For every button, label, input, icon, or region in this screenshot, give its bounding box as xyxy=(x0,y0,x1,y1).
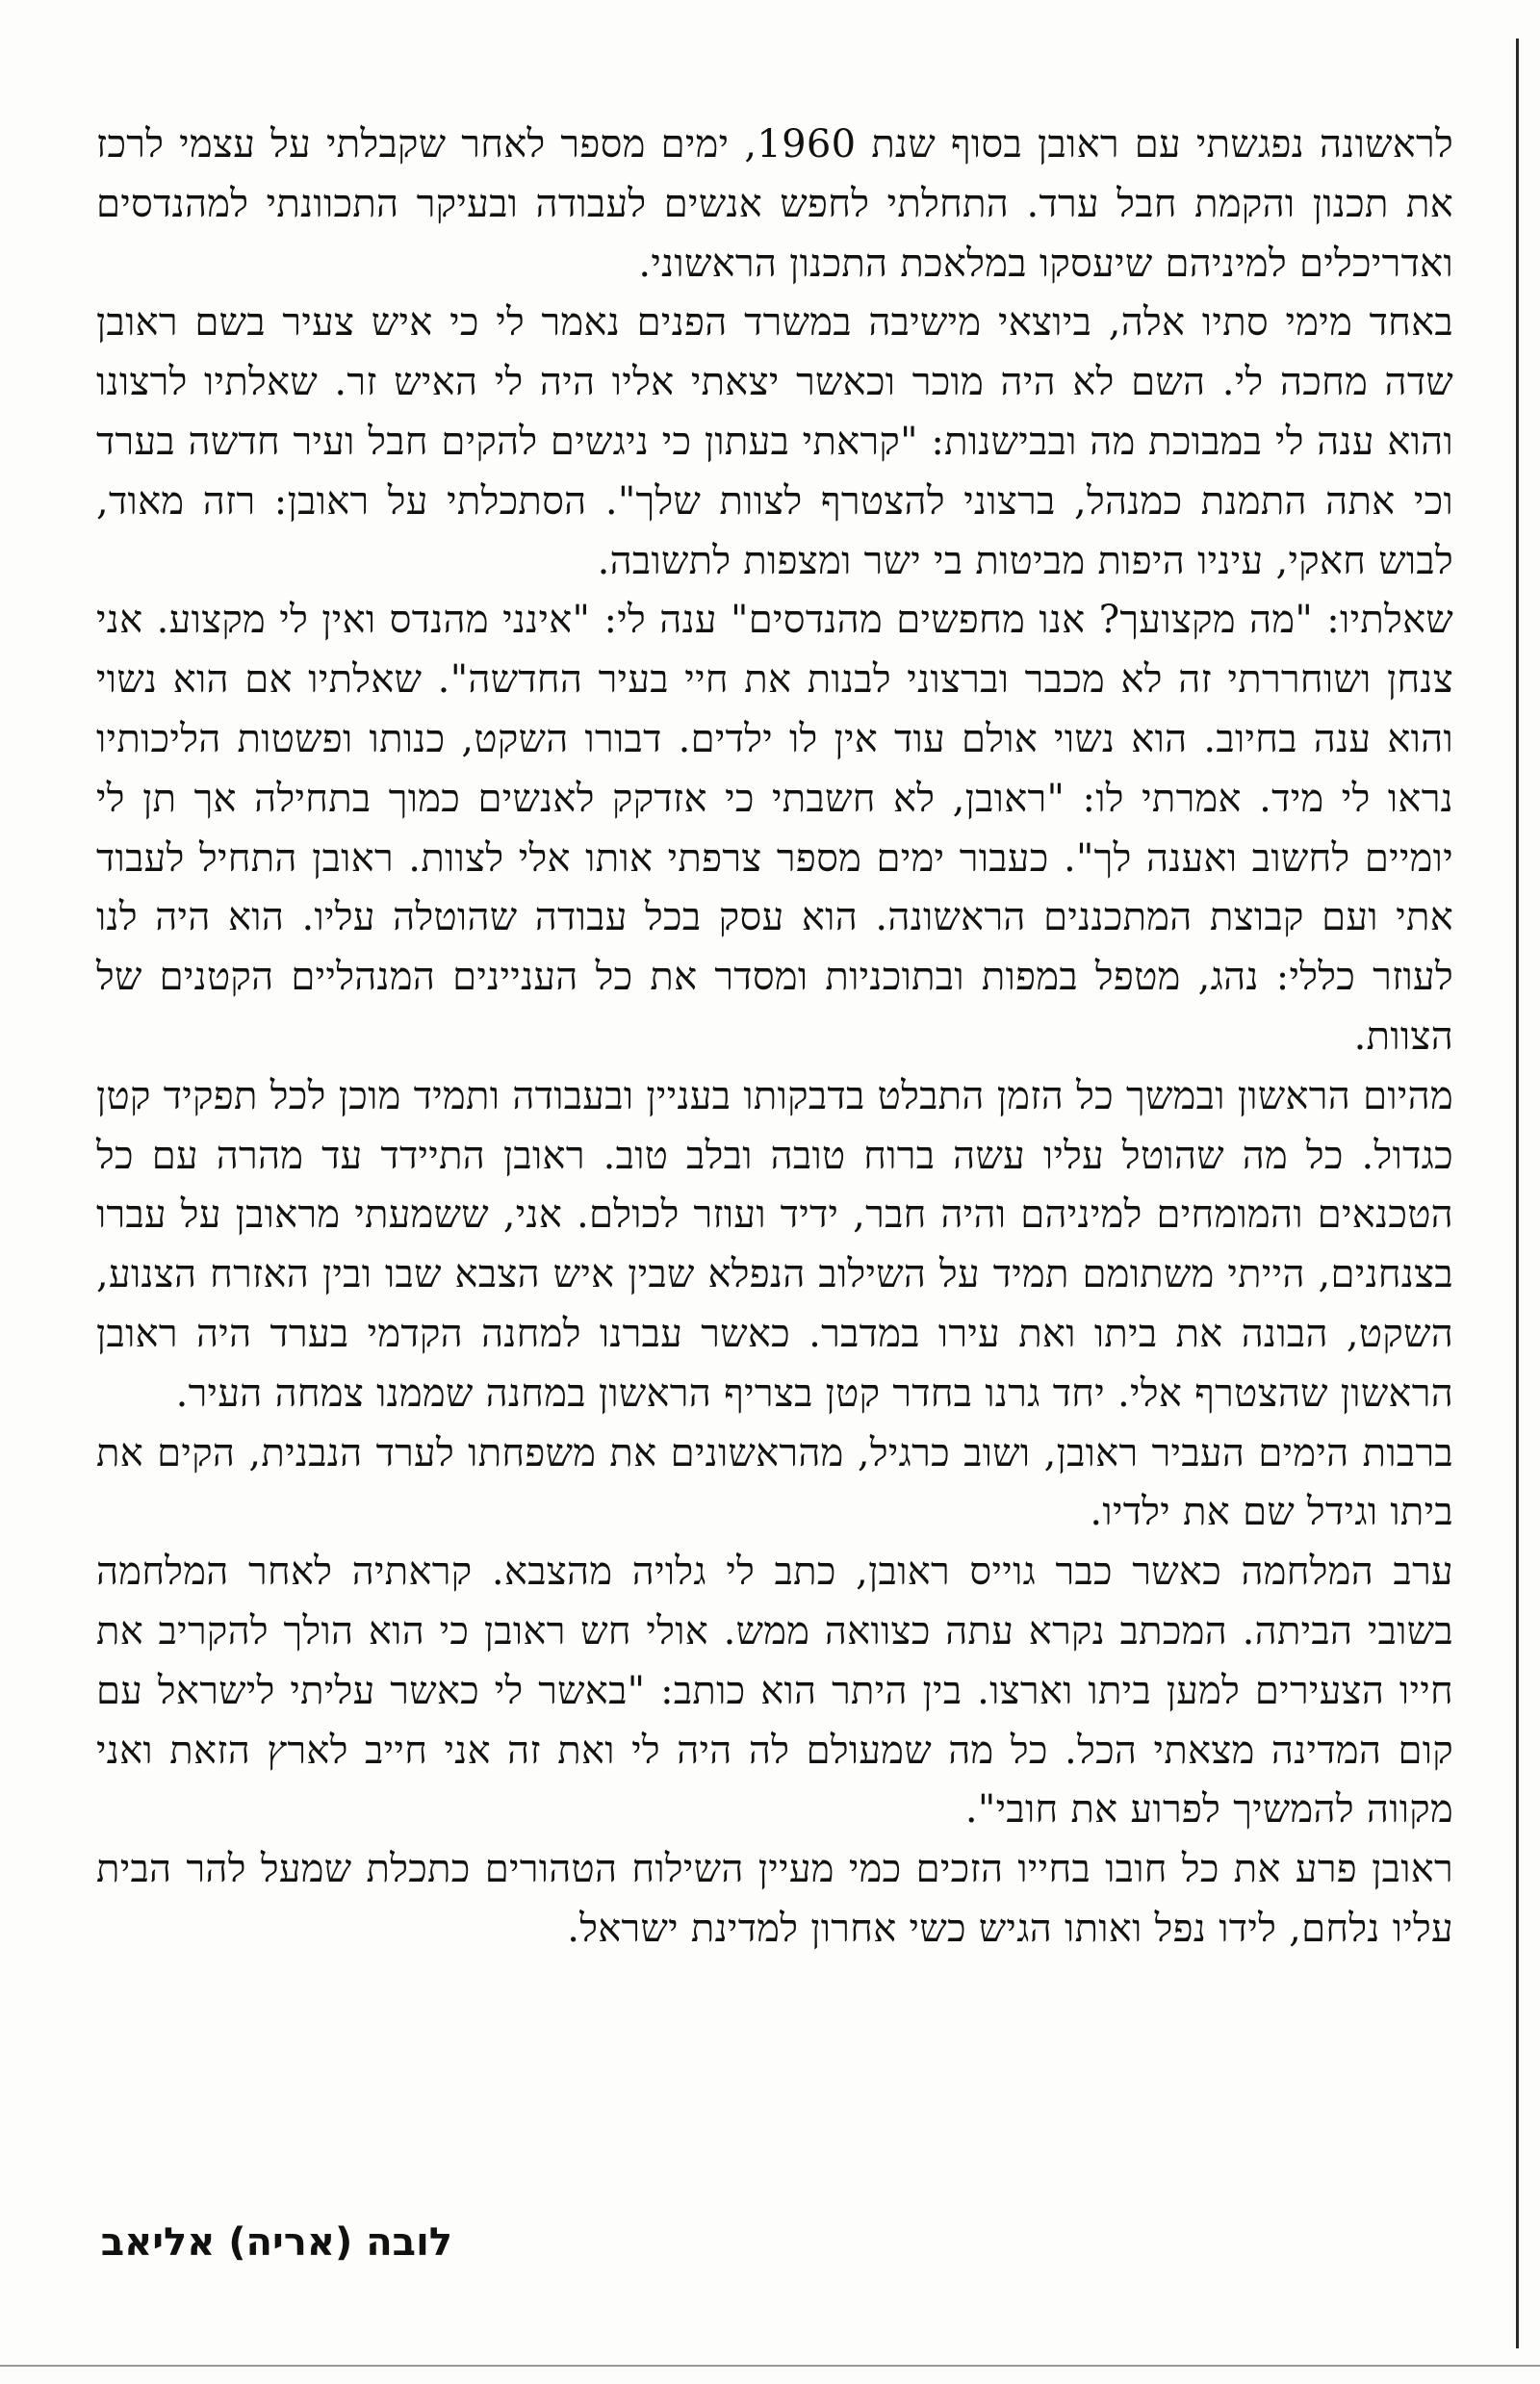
author-signature: לובה (אריה) אליאב xyxy=(100,2220,452,2265)
paragraph: ערב המלחמה כאשר כבר גוייס ראובן, כתב לי גלויה מהצבא. קראתיה לאחר המלחמה בשובי הביתה. המכתב נקרא עתה כצוואה ממש. אולי חש ראובן כי הוא הולך להקריב את חייו הצעירים למען ביתו וארצו. בין היתר הוא כותב: "באשר לי כאשר עליתי לישראל עם קום המדינה מצאתי הכל. כל מה שמעולם לה היה לי ואת זה אני חייב לארץ הזאת ואני מקווה להמשיך לפרוע את חובי". xyxy=(96,1550,1453,1833)
paragraph: לראשונה נפגשתי עם ראובן בסוף שנת 1960, ימים מספר לאחר שקבלתי על עצמי לרכז את תכנון והקמת חבל ערד. התחלתי לחפש אנשים לעבודה ובעיקר התכוונתי למהנדסים ואדריכלים למיניהם שיעסקו במלאכת התכנון הראשוני. xyxy=(96,122,1453,286)
paragraph: ברבות הימים העביר ראובן, ושוב כרגיל, מהראשונים את משפחתו לערד הנבנית, הקים את ביתו וגידל שם את ילדיו. xyxy=(96,1430,1453,1535)
paragraph: מהיום הראשון ובמשך כל הזמן התבלט בדבקותו בעניין ובעבודה ותמיד מוכן לכל תפקיד קטן כגדול. כל מה שהוטל עליו עשה ברוח טובה ובלב טוב. ראובן התיידד עד מהרה עם כל הטכנאים והמומחים למיניהם והיה חבר, ידיד ועוזר לכולם. אני, ששמעתי מראובן על עברו בצנחנים, הייתי משתומם תמיד על השילוב הנפלא שבין איש הצבא שבו ובין האזרח הצנוע, השקט, הבונה את ביתו ואת עירו במדבר. כאשר עברנו למחנה הקדמי בערד היה ראובן הראשון שהצטרף אלי. יחד גרנו בחדר קטן בצריף הראשון במחנה שממנו צמחה העיר. xyxy=(96,1073,1453,1416)
paragraph: באחד מימי סתיו אלה, ביוצאי מישיבה במשרד הפנים נאמר לי כי איש צעיר בשם ראובן שדה מחכה לי. השם לא היה מוכר וכאשר יצאתי אליו היה לי האיש זר. שאלתיו לרצונו והוא ענה לי במבוכת מה ובבישנות: "קראתי בעתון כי ניגשים להקים חבל ועיר חדשה בערד וכי אתה התמנת כמנהל, ברצוני להצטרף לצוות שלך". הסתכלתי על ראובן: רזה מאוד, לבוש חאקי, עיניו היפות מביטות בי ישר ומצפות לתשובה. xyxy=(96,300,1453,583)
scan-edge-line xyxy=(1516,38,1519,2348)
scan-edge-line xyxy=(0,2365,1540,2367)
paragraph: שאלתיו: "מה מקצועך? אנו מחפשים מהנדסים" ענה לי: "אינני מהנדס ואין לי מקצוע. אני צנחן ושוחררתי זה לא מכבר וברצוני לבנות את חיי בעיר החדשה". שאלתיו אם הוא נשוי והוא ענה בחיוב. הוא נשוי אולם עוד אין לו ילדים. דבורו השקט, כנותו ופשטות הליכותיו נראו לי מיד. אמרתי לו: "ראובן, לא חשבתי כי אזדקק לאנשים כמוך בתחילה אך תן לי יומיים לחשוב ואענה לך". כעבור ימים מספר צרפתי אותו אלי לצוות. ראובן התחיל לעבוד אתי ועם קבוצת המתכננים הראשונה. הוא עסק בכל עבודה שהוטלה עליו. הוא היה לנו לעוזר כללי: נהג, מטפל במפות ובתוכניות ומסדר את כל העניינים המנהליים הקטנים של הצוות. xyxy=(96,598,1453,1059)
article-body xyxy=(96,115,1453,1960)
paragraph: ראובן פרע את כל חובו בחייו הזכים כמי מעיין השילוח הטהורים כתכלת שמעל להר הבית עליו נלחם, לידו נפל ואותו הגיש כשי אחרון למדינת ישראל. xyxy=(96,1847,1453,1951)
